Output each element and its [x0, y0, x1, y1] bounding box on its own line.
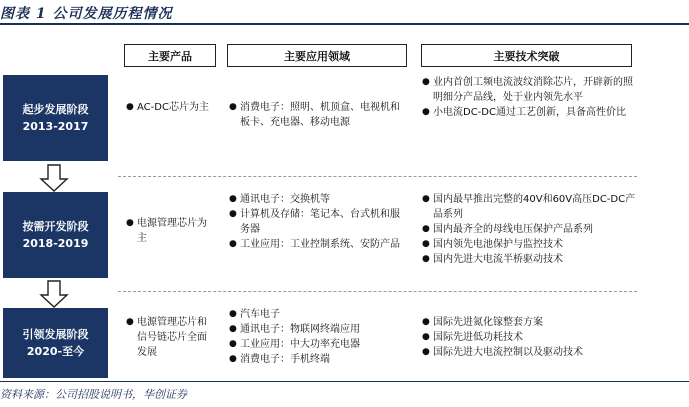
source-note: 资料来源：公司招股说明书，华创证券 — [0, 388, 187, 401]
stage-3-name: 引领发展阶段 — [22, 328, 89, 341]
stage-1-products — [126, 100, 216, 115]
bullet-icon: ● — [229, 324, 237, 334]
bullet-icon: ● — [229, 239, 237, 249]
source-rule — [0, 381, 689, 382]
bullet-icon: ● — [126, 218, 134, 228]
bullet-icon: ● — [422, 254, 430, 264]
stage-2-breakthroughs — [422, 192, 636, 267]
stage-3-applications — [229, 307, 407, 367]
stage-3-box — [3, 308, 108, 378]
list-item: ● 通讯电子：交换机等 — [229, 194, 330, 205]
header-applications: 主要应用领域 — [227, 44, 407, 67]
stage-2-products — [126, 216, 216, 246]
bullet-icon: ● — [126, 102, 134, 112]
list-item: ● 国内先进大电流半桥驱动技术 — [422, 254, 563, 265]
stage-2-applications — [229, 192, 407, 252]
list-item: ● 国内最早推出完整的40V和60V高压DC-DC产品系列 — [422, 194, 636, 220]
list-item: ● 国内最齐全的母线电压保护产品系列 — [422, 224, 593, 235]
list-item: ● 国际先进低功耗技术 — [422, 332, 523, 343]
list-item: ● 电源管理芯片为主 — [126, 218, 207, 244]
stage-1-name: 起步发展阶段 — [22, 103, 89, 116]
stage-3-breakthroughs — [422, 315, 636, 360]
list-item: ● 消费电子：手机终端 — [229, 354, 330, 365]
list-item: ● 工业应用：中大功率充电器 — [229, 339, 360, 350]
list-item: ● 消费电子：照明、机顶盒、电视机和板卡、充电器、移动电源 — [229, 102, 400, 128]
bullet-icon: ● — [229, 309, 237, 319]
bullet-icon: ● — [422, 332, 430, 342]
stage-3-period: 2020-至今 — [26, 345, 85, 358]
bullet-icon: ● — [229, 102, 237, 112]
list-item: ● 国内领先电池保护与监控技术 — [422, 239, 563, 250]
stage-1-box — [3, 75, 108, 161]
header-breakthroughs: 主要技术突破 — [421, 44, 632, 67]
down-arrow-icon — [39, 280, 69, 308]
title-rule — [0, 23, 689, 25]
row-divider — [118, 291, 637, 292]
figure-title: 图表 1 公司发展历程情况 — [0, 6, 173, 22]
bullet-icon: ● — [422, 107, 430, 117]
row-divider — [118, 176, 637, 177]
header-products: 主要产品 — [124, 44, 216, 67]
list-item: ● 汽车电子 — [229, 309, 280, 320]
bullet-icon: ● — [229, 209, 237, 219]
stage-1-period: 2013-2017 — [22, 120, 89, 133]
list-item: ● 工业应用：工业控制系统、安防产品 — [229, 239, 400, 250]
bullet-icon: ● — [422, 224, 430, 234]
bullet-icon: ● — [422, 317, 430, 327]
bullet-icon: ● — [229, 339, 237, 349]
stage-1-applications — [229, 100, 407, 130]
list-item: ● 国际先进大电流控制以及驱动技术 — [422, 347, 583, 358]
list-item: ● 业内首创工频电流波纹消除芯片，开辟新的照明细分产品线，处于业内领先水平 — [422, 77, 633, 103]
list-item: ● 电源管理芯片和信号链芯片全面发展 — [126, 317, 207, 358]
list-item: ● AC-DC芯片为主 — [126, 102, 209, 113]
stage-2-box — [3, 192, 108, 278]
list-item: ● 计算机及存储：笔记本、台式机和服务器 — [229, 209, 400, 235]
stage-3-products — [126, 315, 216, 360]
list-item: ● 国际先进氮化镓整套方案 — [422, 317, 543, 328]
stage-2-name: 按需开发阶段 — [22, 220, 89, 233]
list-item: ● 小电流DC-DC通过工艺创新，具备高性价比 — [422, 107, 626, 118]
bullet-icon: ● — [126, 317, 134, 327]
list-item: ● 通讯电子：物联网终端应用 — [229, 324, 360, 335]
bullet-icon: ● — [422, 347, 430, 357]
bullet-icon: ● — [229, 354, 237, 364]
down-arrow-icon — [39, 164, 69, 192]
stage-1-breakthroughs — [422, 75, 636, 120]
bullet-icon: ● — [422, 194, 430, 204]
bullet-icon: ● — [229, 194, 237, 204]
bullet-icon: ● — [422, 239, 430, 249]
bullet-icon: ● — [422, 77, 430, 87]
stage-2-period: 2018-2019 — [22, 237, 89, 250]
